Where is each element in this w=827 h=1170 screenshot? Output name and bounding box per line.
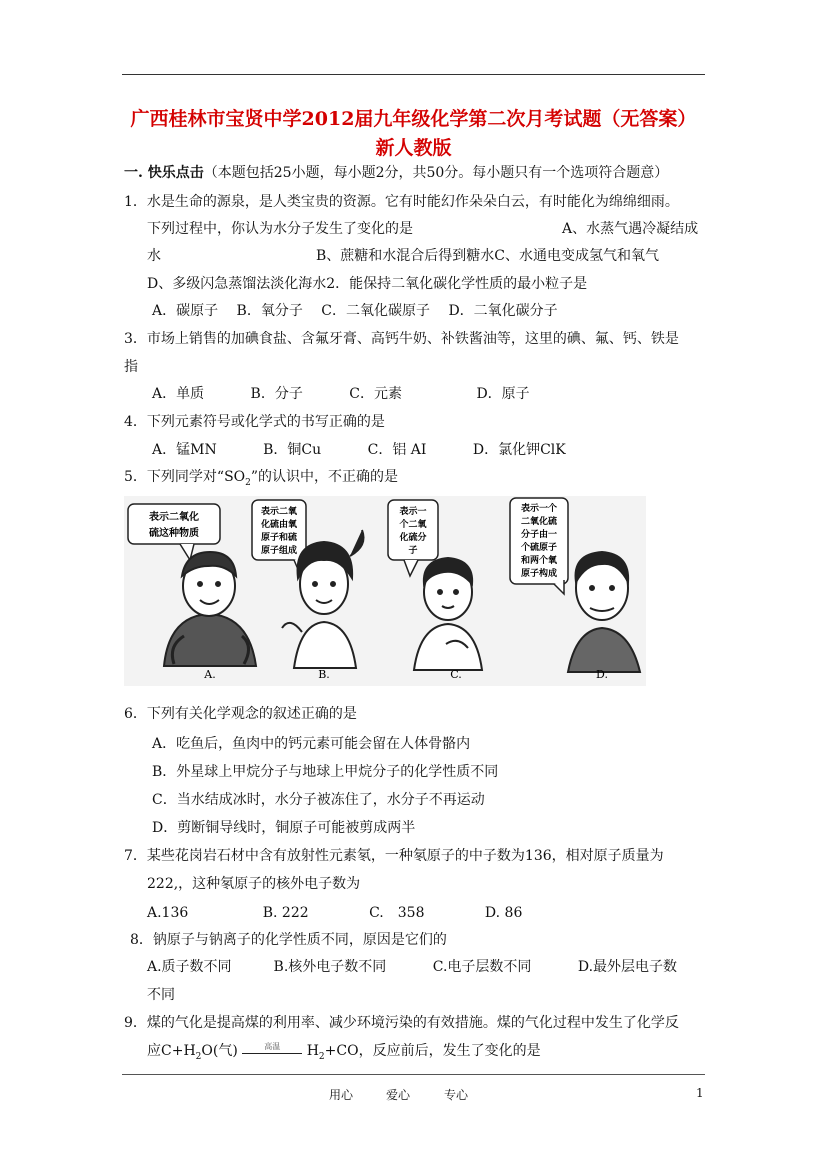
q9-equation [147,1040,541,1062]
bubble-a-line2: 硫这种物质 [149,528,199,539]
q6-option-c: C．当水结成冰时，水分子被冻住了，水分子不再运动 [152,792,485,808]
bubble-a-line1: 表示二氧化 [149,512,199,523]
q9-eq-pre: 应C+H [147,1043,196,1059]
bubble-d-line4: 个硫原子 [520,543,558,553]
q3-line1: 3．市场上销售的加碘食盐、含氟牙膏、高钙牛奶、补铁酱油等，这里的碘、氟、钙、铁是 [124,331,679,347]
bubble-d-line2: 二氧化硫 [520,517,558,527]
q2-options: A．碳原子 B．氧分子 C．二氧化碳原子 D．二氧化碳分子 [152,303,558,319]
bubble-c-line1: 表示一 [399,507,427,517]
q5-illustration [124,496,646,686]
q1-line3-a: 水 [147,248,161,264]
q1-line2: 下列过程中，你认为水分子发生了变化的是 [147,221,413,237]
bubble-b-line2: 化硫由氧 [260,520,298,530]
bubble-b-line1: 表示二氧 [260,507,298,517]
bubble-d-line3: 分子由一 [520,530,558,540]
bubble-d-line6: 原子构成 [520,569,558,579]
q3-line2: 指 [124,359,138,375]
q5-stem [124,466,398,488]
q9-eq-mid: O(气) [201,1043,238,1059]
q8-stem: 8．钠原子与钠离子的化学性质不同，原因是它们的 [130,932,447,948]
bottom-rule [122,1074,705,1075]
q8-options: A.质子数不同 B.核外电子数不同 C.电子层数不同 D.最外层电子数 [147,959,678,975]
q9-eq-post: +CO，反应前后，发生了变化的是 [324,1043,541,1059]
section-note: （本题包括25小题，每小题2分，共50分。每小题只有一个选项符合题意） [203,165,669,181]
q6-stem: 6．下列有关化学观念的叙述正确的是 [124,706,357,722]
q7-options: A.136 B. 222 C. 358 D. 86 [147,905,523,921]
q5-stem-pre: 5．下列同学对“SO [124,469,246,485]
q9-eq-sub1: 2 [195,1051,202,1062]
q1-option-a: A、水蒸气遇冷凝结成 [562,221,699,237]
q6-option-b: B．外星球上甲烷分子与地球上甲烷分子的化学性质不同 [152,764,499,780]
page-title: 广西桂林市宝贤中学2012届九年级化学第二次月考试题（无答案） [130,108,697,130]
figure-label-b: B. [318,668,330,681]
q3-options: A．单质 B．分子 C．元素 D．原子 [152,386,530,402]
bubble-b-line3: 原子和硫 [260,533,298,543]
q6-option-d: D．剪断铜导线时，铜原子可能被剪成两半 [152,820,416,836]
q1-line1: 1．水是生命的源泉，是人类宝贵的资源。它有时能幻作朵朵白云，有时能化为绵绵细雨。 [124,194,679,210]
q4-options: A．锰MN B．铜Cu C．铝 AI D．氯化钾ClK [152,442,566,458]
reaction-arrow [242,1044,302,1058]
figure-label-d: D. [596,668,608,681]
q5-stem-post: ”的认识中，不正确的是 [250,469,399,485]
top-rule [122,74,705,75]
figure-label-c: C. [450,668,462,681]
footer-item-3: 专心 [444,1088,469,1102]
footer-item-1: 用心 [329,1088,354,1102]
q7-line1: 7．某些花岗岩石材中含有放射性元素氡，一种氡原子的中子数为136，相对原子质量为 [124,848,664,864]
footer-item-2: 爱心 [386,1088,411,1102]
bubble-c-line4: 子 [408,546,418,556]
reaction-line [242,1053,302,1054]
q7-line2: 222,，这种氡原子的核外电子数为 [147,876,361,892]
section-heading: 一. 快乐点击 [124,165,204,181]
q4-stem: 4．下列元素符号或化学式的书写正确的是 [124,414,385,430]
bubble-c-line2: 个二氧 [399,520,427,530]
speech-bubble-d [510,498,568,594]
q8-continuation: 不同 [147,987,175,1003]
q9-line1: 9．煤的气化是提高煤的利用率、减少环境污染的有效措施。煤的气化过程中发生了化学反 [124,1015,679,1031]
q6-option-a: A．吃鱼后，鱼肉中的钙元素可能会留在人体骨骼内 [152,736,471,752]
q1-line3-b: B、蔗糖和水混合后得到糖水C、水通电变成氢气和氧气 [316,248,659,264]
bubble-d-line1: 表示一个 [520,504,558,514]
q9-eq-h: H [306,1043,319,1059]
page-subtitle: 新人教版 [375,137,452,159]
q1-line4: D、多级闪急蒸馏法淡化海水2．能保持二氧化碳化学性质的最小粒子是 [147,276,588,292]
section-header [124,162,668,182]
bubble-b-line4: 原子组成 [260,546,298,556]
reaction-condition: 高温 [264,1042,281,1051]
bubble-c-line3: 化硫分 [399,533,427,543]
q5-subscript: 2 [245,477,251,488]
page-number: 1 [696,1086,704,1100]
figure-label-a: A. [204,668,216,681]
bubble-d-line5: 和两个氧 [520,556,558,566]
q9-eq-sub2: 2 [318,1051,325,1062]
